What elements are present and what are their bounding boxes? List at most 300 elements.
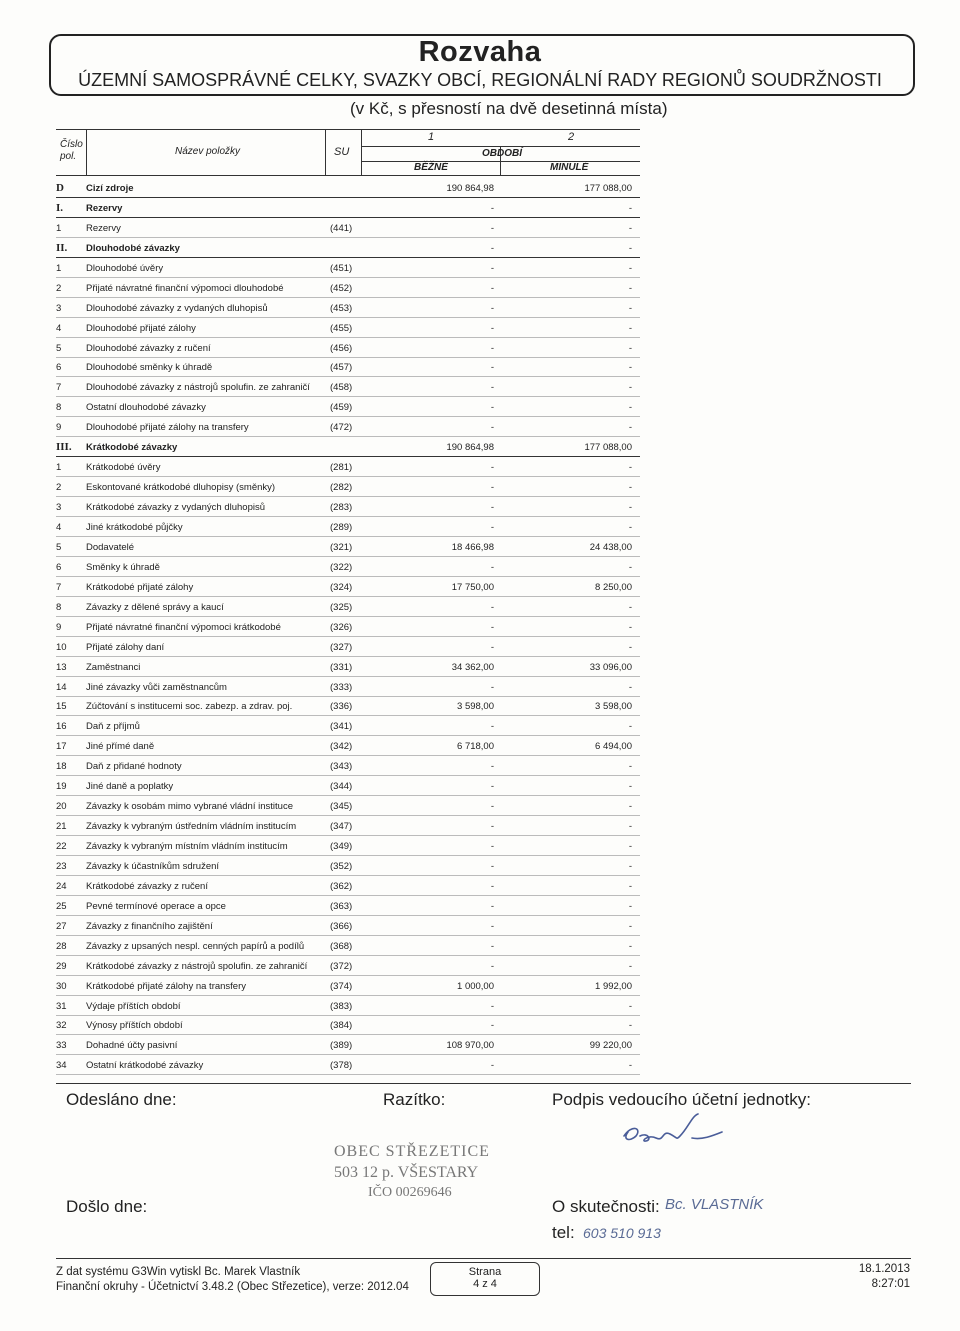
row-name: Výnosy příštích období: [86, 1020, 183, 1032]
row-number: 9: [56, 422, 62, 434]
col-2-header: 2: [568, 131, 575, 143]
table-row: [56, 856, 640, 876]
row-name: Dodavatelé: [86, 541, 135, 553]
row-previous-value: -: [628, 860, 632, 872]
row-name: Dohadné účty pasivní: [86, 1040, 178, 1052]
row-account: (343): [330, 761, 353, 773]
row-number: 7: [56, 382, 62, 394]
row-previous-value: 3 598,00: [595, 701, 632, 713]
row-number: 15: [56, 701, 67, 713]
row-previous-value: 8 250,00: [595, 581, 632, 593]
row-number: II.: [56, 241, 68, 254]
table-row: [56, 716, 640, 736]
row-current-value: -: [490, 621, 494, 633]
row-current-value: -: [490, 920, 494, 932]
row-name: Dlouhodobé přijaté zálohy: [86, 322, 196, 334]
section-row: [56, 178, 640, 198]
row-account: (441): [330, 222, 353, 234]
row-name: Ostatní dlouhodobé závazky: [86, 402, 206, 414]
row-name: Dlouhodobé závazky z ručení: [86, 342, 211, 354]
row-current-value: -: [490, 302, 494, 314]
row-account: (459): [330, 402, 353, 414]
row-previous-value: 6 494,00: [595, 741, 632, 753]
table-row: [56, 1015, 640, 1035]
row-account: (341): [330, 721, 353, 733]
row-current-value: -: [490, 880, 494, 892]
header-top-rule: [56, 129, 640, 130]
row-name: Krátkodobé přijaté zálohy na transfery: [86, 980, 247, 992]
row-current-value: -: [490, 222, 494, 234]
row-number: 20: [56, 801, 67, 813]
col-current-header: BĚŽNÉ: [414, 162, 448, 173]
row-name: Závazky k osobám mimo vybrané vládní instituce: [86, 801, 293, 813]
row-current-value: -: [490, 482, 494, 494]
row-previous-value: -: [628, 202, 632, 214]
row-current-value: -: [490, 1020, 494, 1032]
row-previous-value: -: [628, 462, 632, 474]
software-line: Finanční okruhy - Účetnictví 3.48.2 (Obec Střezetice), verze: 2012.04: [56, 1281, 409, 1293]
row-number: 5: [56, 342, 62, 354]
table-row: [56, 936, 640, 956]
row-number: 13: [56, 661, 67, 673]
row-current-value: -: [490, 781, 494, 793]
row-number: 2: [56, 282, 62, 294]
row-account: (325): [330, 601, 353, 613]
row-account: (457): [330, 362, 353, 374]
row-number: 8: [56, 601, 62, 613]
row-previous-value: -: [628, 781, 632, 793]
row-previous-value: -: [628, 1020, 632, 1032]
row-account: (472): [330, 422, 353, 434]
col-num-header: Číslo pol.: [60, 139, 83, 162]
table-row: [56, 357, 640, 377]
row-account: (336): [330, 701, 353, 713]
table-row: [56, 577, 640, 597]
row-current-value: -: [490, 1000, 494, 1012]
row-name: Cizí zdroje: [86, 183, 134, 194]
row-number: 5: [56, 541, 62, 553]
row-current-value: -: [490, 322, 494, 334]
row-number: 2: [56, 482, 62, 494]
row-number: 30: [56, 980, 67, 992]
row-name: Pevné termínové operace a opce: [86, 900, 226, 912]
row-name: Zaměstnanci: [86, 661, 141, 673]
row-previous-value: -: [628, 262, 632, 274]
row-account: (331): [330, 661, 353, 673]
row-account: (452): [330, 282, 353, 294]
row-name: Daň z příjmů: [86, 721, 140, 733]
row-name: Zúčtování s institucemi soc. zabezp. a zdrav. poj.: [86, 701, 293, 713]
row-number: 29: [56, 960, 67, 972]
row-previous-value: -: [628, 1000, 632, 1012]
row-name: Výdaje příštích období: [86, 1000, 181, 1012]
row-previous-value: -: [628, 900, 632, 912]
row-number: 16: [56, 721, 67, 733]
row-name: Jiné přímé daně: [86, 741, 155, 753]
row-account: (333): [330, 681, 353, 693]
sent-label: Odesláno dne:: [66, 1090, 177, 1109]
row-number: 32: [56, 1020, 67, 1032]
row-name: Jiné závazky vůči zaměstnancům: [86, 681, 227, 693]
footer-rule: [56, 1083, 911, 1084]
table-row: [56, 477, 640, 497]
table-row: [56, 916, 640, 936]
row-number: 6: [56, 561, 62, 573]
row-number: 22: [56, 841, 67, 853]
row-previous-value: 1 992,00: [595, 980, 632, 992]
row-number: 1: [56, 262, 62, 274]
row-name: Dlouhodobé závazky: [86, 242, 180, 254]
section-row: [56, 238, 640, 258]
row-account: (455): [330, 322, 353, 334]
row-current-value: -: [490, 561, 494, 573]
row-number: D: [56, 182, 64, 194]
row-name: Dlouhodobé přijaté zálohy na transfery: [86, 422, 249, 434]
row-previous-value: -: [628, 362, 632, 374]
row-name: Ostatní krátkodobé závazky: [86, 1060, 204, 1072]
document-subtitle: ÚZEMNÍ SAMOSPRÁVNÉ CELKY, SVAZKY OBCÍ, REGIONÁLNÍ RADY REGIONŮ SOUDRŽNOSTI: [78, 70, 882, 90]
table-row: [56, 597, 640, 617]
row-number: 33: [56, 1040, 67, 1052]
page-label: Strana: [468, 1266, 502, 1278]
row-account: (451): [330, 262, 353, 274]
row-account: (282): [330, 482, 353, 494]
table-row: [56, 1035, 640, 1055]
stamp-line-3: IČO 00269646: [368, 1185, 452, 1200]
table-row: [56, 637, 640, 657]
row-current-value: -: [490, 721, 494, 733]
col-period-header: OBDOBÍ: [482, 148, 522, 159]
row-current-value: -: [490, 940, 494, 952]
row-previous-value: -: [628, 222, 632, 234]
row-current-value: -: [490, 502, 494, 514]
row-previous-value: 177 088,00: [584, 442, 632, 454]
row-number: 7: [56, 581, 62, 593]
col-1-header: 1: [428, 131, 435, 143]
row-name: Závazky k vybraným ústředním vládním institucím: [86, 821, 297, 833]
table-row: [56, 377, 640, 397]
row-account: (366): [330, 920, 353, 932]
row-account: (458): [330, 382, 353, 394]
row-name: Dlouhodobé směnky k úhradě: [86, 362, 213, 374]
row-current-value: 18 466,98: [451, 541, 494, 553]
row-number: 25: [56, 900, 67, 912]
row-name: Krátkodobé závazky z ručení: [86, 880, 208, 892]
row-current-value: -: [490, 601, 494, 613]
header-divider: [86, 129, 87, 175]
row-number: 31: [56, 1000, 67, 1012]
row-account: (389): [330, 1040, 353, 1052]
table-row: [56, 776, 640, 796]
row-number: 10: [56, 641, 67, 653]
table-row: [56, 278, 640, 298]
row-current-value: -: [490, 342, 494, 354]
row-number: 4: [56, 322, 62, 334]
unit-note: (v Kč, s přesností na dvě desetinná místa): [350, 99, 668, 118]
row-account: (327): [330, 641, 353, 653]
document-title: Rozvaha: [418, 36, 542, 68]
facts-value: Bc. VLASTNÍK: [665, 1196, 764, 1213]
row-previous-value: -: [628, 322, 632, 334]
system-line: Z dat systému G3Win vytiskl Bc. Marek Vlastník: [56, 1266, 301, 1278]
row-previous-value: -: [628, 402, 632, 414]
row-name: Krátkodobé závazky: [86, 442, 178, 454]
row-current-value: -: [490, 960, 494, 972]
row-name: Rezervy: [86, 202, 123, 214]
section-row: [56, 198, 640, 218]
header-divider: [325, 129, 326, 175]
row-name: Krátkodobé přijaté zálohy: [86, 581, 194, 593]
row-current-value: 3 598,00: [457, 701, 494, 713]
page-indicator: [430, 1262, 540, 1296]
tel-label: tel:: [552, 1223, 575, 1242]
row-name: Směnky k úhradě: [86, 561, 160, 573]
row-previous-value: 33 096,00: [589, 661, 632, 673]
row-account: (321): [330, 541, 353, 553]
row-name: Eskontované krátkodobé dluhopisy (směnky): [86, 482, 276, 494]
row-account: (326): [330, 621, 353, 633]
table-row: [56, 397, 640, 417]
row-account: (374): [330, 980, 353, 992]
row-current-value: -: [490, 821, 494, 833]
table-row: [56, 457, 640, 477]
col-previous-header: MINULÉ: [550, 162, 589, 173]
row-previous-value: -: [628, 242, 632, 254]
footer-bottom-rule: [56, 1258, 911, 1259]
row-name: Daň z přidané hodnoty: [86, 761, 182, 773]
facts-label: O skutečnosti:: [552, 1197, 660, 1216]
row-previous-value: -: [628, 681, 632, 693]
row-name: Závazky z dělené správy a kaucí: [86, 601, 224, 613]
row-previous-value: -: [628, 422, 632, 434]
signature-scribble: [618, 1110, 728, 1152]
row-account: (344): [330, 781, 353, 793]
row-name: Jiné daně a poplatky: [86, 781, 174, 793]
row-number: 24: [56, 880, 67, 892]
row-current-value: 34 362,00: [451, 661, 494, 673]
table-row: [56, 338, 640, 358]
row-previous-value: -: [628, 801, 632, 813]
row-name: Krátkodobé závazky z nástrojů spolufin. ze zahraničí: [86, 960, 308, 972]
row-current-value: -: [490, 242, 494, 254]
row-previous-value: -: [628, 621, 632, 633]
row-previous-value: 99 220,00: [589, 1040, 632, 1052]
row-current-value: 190 864,98: [446, 183, 494, 194]
row-number: 28: [56, 940, 67, 952]
row-previous-value: -: [628, 561, 632, 573]
row-current-value: -: [490, 681, 494, 693]
row-current-value: -: [490, 202, 494, 214]
row-previous-value: -: [628, 601, 632, 613]
table-row: [56, 657, 640, 677]
row-current-value: -: [490, 262, 494, 274]
row-number: III.: [56, 441, 72, 454]
row-account: (378): [330, 1060, 353, 1072]
row-number: 21: [56, 821, 67, 833]
row-name: Dlouhodobé závazky z vydaných dluhopisů: [86, 302, 268, 314]
row-number: 1: [56, 222, 62, 234]
table-row: [56, 996, 640, 1016]
col-name-header: Název položky: [175, 146, 241, 157]
stamp-label: Razítko:: [383, 1090, 446, 1109]
row-current-value: -: [490, 402, 494, 414]
row-account: (289): [330, 521, 353, 533]
row-current-value: -: [490, 1060, 494, 1072]
row-account: (456): [330, 342, 353, 354]
header-divider: [361, 129, 362, 175]
row-previous-value: 177 088,00: [584, 183, 632, 194]
table-row: [56, 796, 640, 816]
row-name: Dlouhodobé úvěry: [86, 262, 164, 274]
row-name: Jiné krátkodobé půjčky: [86, 521, 183, 533]
row-account: (363): [330, 900, 353, 912]
row-number: 18: [56, 761, 67, 773]
row-number: 17: [56, 741, 67, 753]
row-previous-value: -: [628, 761, 632, 773]
row-previous-value: -: [628, 482, 632, 494]
table-row: [56, 836, 640, 856]
row-current-value: -: [490, 641, 494, 653]
row-account: (281): [330, 462, 353, 474]
row-current-value: -: [490, 860, 494, 872]
received-label: Došlo dne:: [66, 1197, 148, 1216]
row-current-value: 17 750,00: [451, 581, 494, 593]
row-account: (347): [330, 821, 353, 833]
row-account: (383): [330, 1000, 353, 1012]
row-previous-value: -: [628, 920, 632, 932]
row-account: (322): [330, 561, 353, 573]
row-number: 14: [56, 681, 67, 693]
row-previous-value: -: [628, 641, 632, 653]
row-current-value: -: [490, 362, 494, 374]
row-account: (384): [330, 1020, 353, 1032]
table-row: [56, 736, 640, 756]
table-row: [56, 497, 640, 517]
row-previous-value: -: [628, 880, 632, 892]
table-row: [56, 756, 640, 776]
row-current-value: 190 864,98: [446, 442, 494, 454]
row-number: 9: [56, 621, 62, 633]
row-number: 4: [56, 521, 62, 533]
table-row: [56, 696, 640, 716]
table-row: [56, 816, 640, 836]
table-row: [56, 537, 640, 557]
table-row: [56, 956, 640, 976]
row-account: (362): [330, 880, 353, 892]
row-number: I.: [56, 201, 64, 214]
row-number: 34: [56, 1060, 67, 1072]
row-previous-value: -: [628, 821, 632, 833]
row-previous-value: -: [628, 1060, 632, 1072]
row-previous-value: -: [628, 960, 632, 972]
row-name: Přijaté návratné finanční výpomoci krátkodobé: [86, 621, 281, 633]
table-row: [56, 896, 640, 916]
row-account: (372): [330, 960, 353, 972]
table-row: [56, 1055, 640, 1075]
section-row: [56, 437, 640, 457]
stamp-line-1: OBEC STŘEZETICE: [334, 1143, 490, 1160]
row-number: 6: [56, 362, 62, 374]
row-current-value: -: [490, 462, 494, 474]
row-previous-value: -: [628, 282, 632, 294]
row-current-value: 108 970,00: [446, 1040, 494, 1052]
row-current-value: -: [490, 521, 494, 533]
table-row: [56, 557, 640, 577]
row-rule: [56, 1074, 640, 1075]
row-account: (283): [330, 502, 353, 514]
row-previous-value: -: [628, 940, 632, 952]
row-previous-value: -: [628, 841, 632, 853]
row-current-value: -: [490, 422, 494, 434]
table-row: [56, 976, 640, 996]
row-account: (324): [330, 581, 353, 593]
row-previous-value: -: [628, 721, 632, 733]
stamp-line-2: 503 12 p. VŠESTARY: [334, 1164, 479, 1181]
row-number: 8: [56, 402, 62, 414]
table-row: [56, 517, 640, 537]
table-row: [56, 258, 640, 278]
print-time: 8:27:01: [871, 1278, 910, 1290]
row-name: Závazky z finančního zajištění: [86, 920, 213, 932]
header-bottom-rule: [56, 175, 640, 176]
row-previous-value: 24 438,00: [589, 541, 632, 553]
table-row: [56, 298, 640, 318]
row-number: 3: [56, 302, 62, 314]
row-previous-value: -: [628, 302, 632, 314]
row-current-value: -: [490, 841, 494, 853]
row-account: (368): [330, 940, 353, 952]
row-previous-value: -: [628, 382, 632, 394]
row-name: Závazky k vybraným místním vládním institucím: [86, 841, 288, 853]
row-current-value: -: [490, 801, 494, 813]
table-row: [56, 876, 640, 896]
row-current-value: -: [490, 282, 494, 294]
table-row: [56, 417, 640, 437]
row-current-value: 1 000,00: [457, 980, 494, 992]
row-name: Rezervy: [86, 222, 121, 234]
row-number: 19: [56, 781, 67, 793]
row-number: 1: [56, 462, 62, 474]
row-previous-value: -: [628, 521, 632, 533]
row-name: Dlouhodobé závazky z nástrojů spolufin. ze zahraničí: [86, 382, 310, 394]
row-account: (453): [330, 302, 353, 314]
row-account: (345): [330, 801, 353, 813]
row-current-value: -: [490, 382, 494, 394]
row-current-value: -: [490, 900, 494, 912]
row-number: 3: [56, 502, 62, 514]
signature-label: Podpis vedoucího účetní jednotky:: [552, 1090, 811, 1109]
row-number: 27: [56, 920, 67, 932]
table-row: [56, 617, 640, 637]
page-number: 4 z 4: [473, 1278, 497, 1290]
row-previous-value: -: [628, 502, 632, 514]
row-name: Závazky z upsaných nespl. cenných papírů a podílů: [86, 940, 305, 952]
table-row: [56, 318, 640, 338]
row-account: (349): [330, 841, 353, 853]
row-number: 23: [56, 860, 67, 872]
tel-value: 603 510 913: [583, 1225, 661, 1241]
row-name: Přijaté návratné finanční výpomoci dlouhodobé: [86, 282, 284, 294]
row-account: (352): [330, 860, 353, 872]
row-name: Přijaté zálohy daní: [86, 641, 165, 653]
row-account: (342): [330, 741, 353, 753]
table-row: [56, 677, 640, 697]
row-previous-value: -: [628, 342, 632, 354]
row-name: Krátkodobé závazky z vydaných dluhopisů: [86, 502, 266, 514]
col-su-header: SU: [334, 146, 350, 158]
row-name: Krátkodobé úvěry: [86, 462, 161, 474]
row-current-value: 6 718,00: [457, 741, 494, 753]
